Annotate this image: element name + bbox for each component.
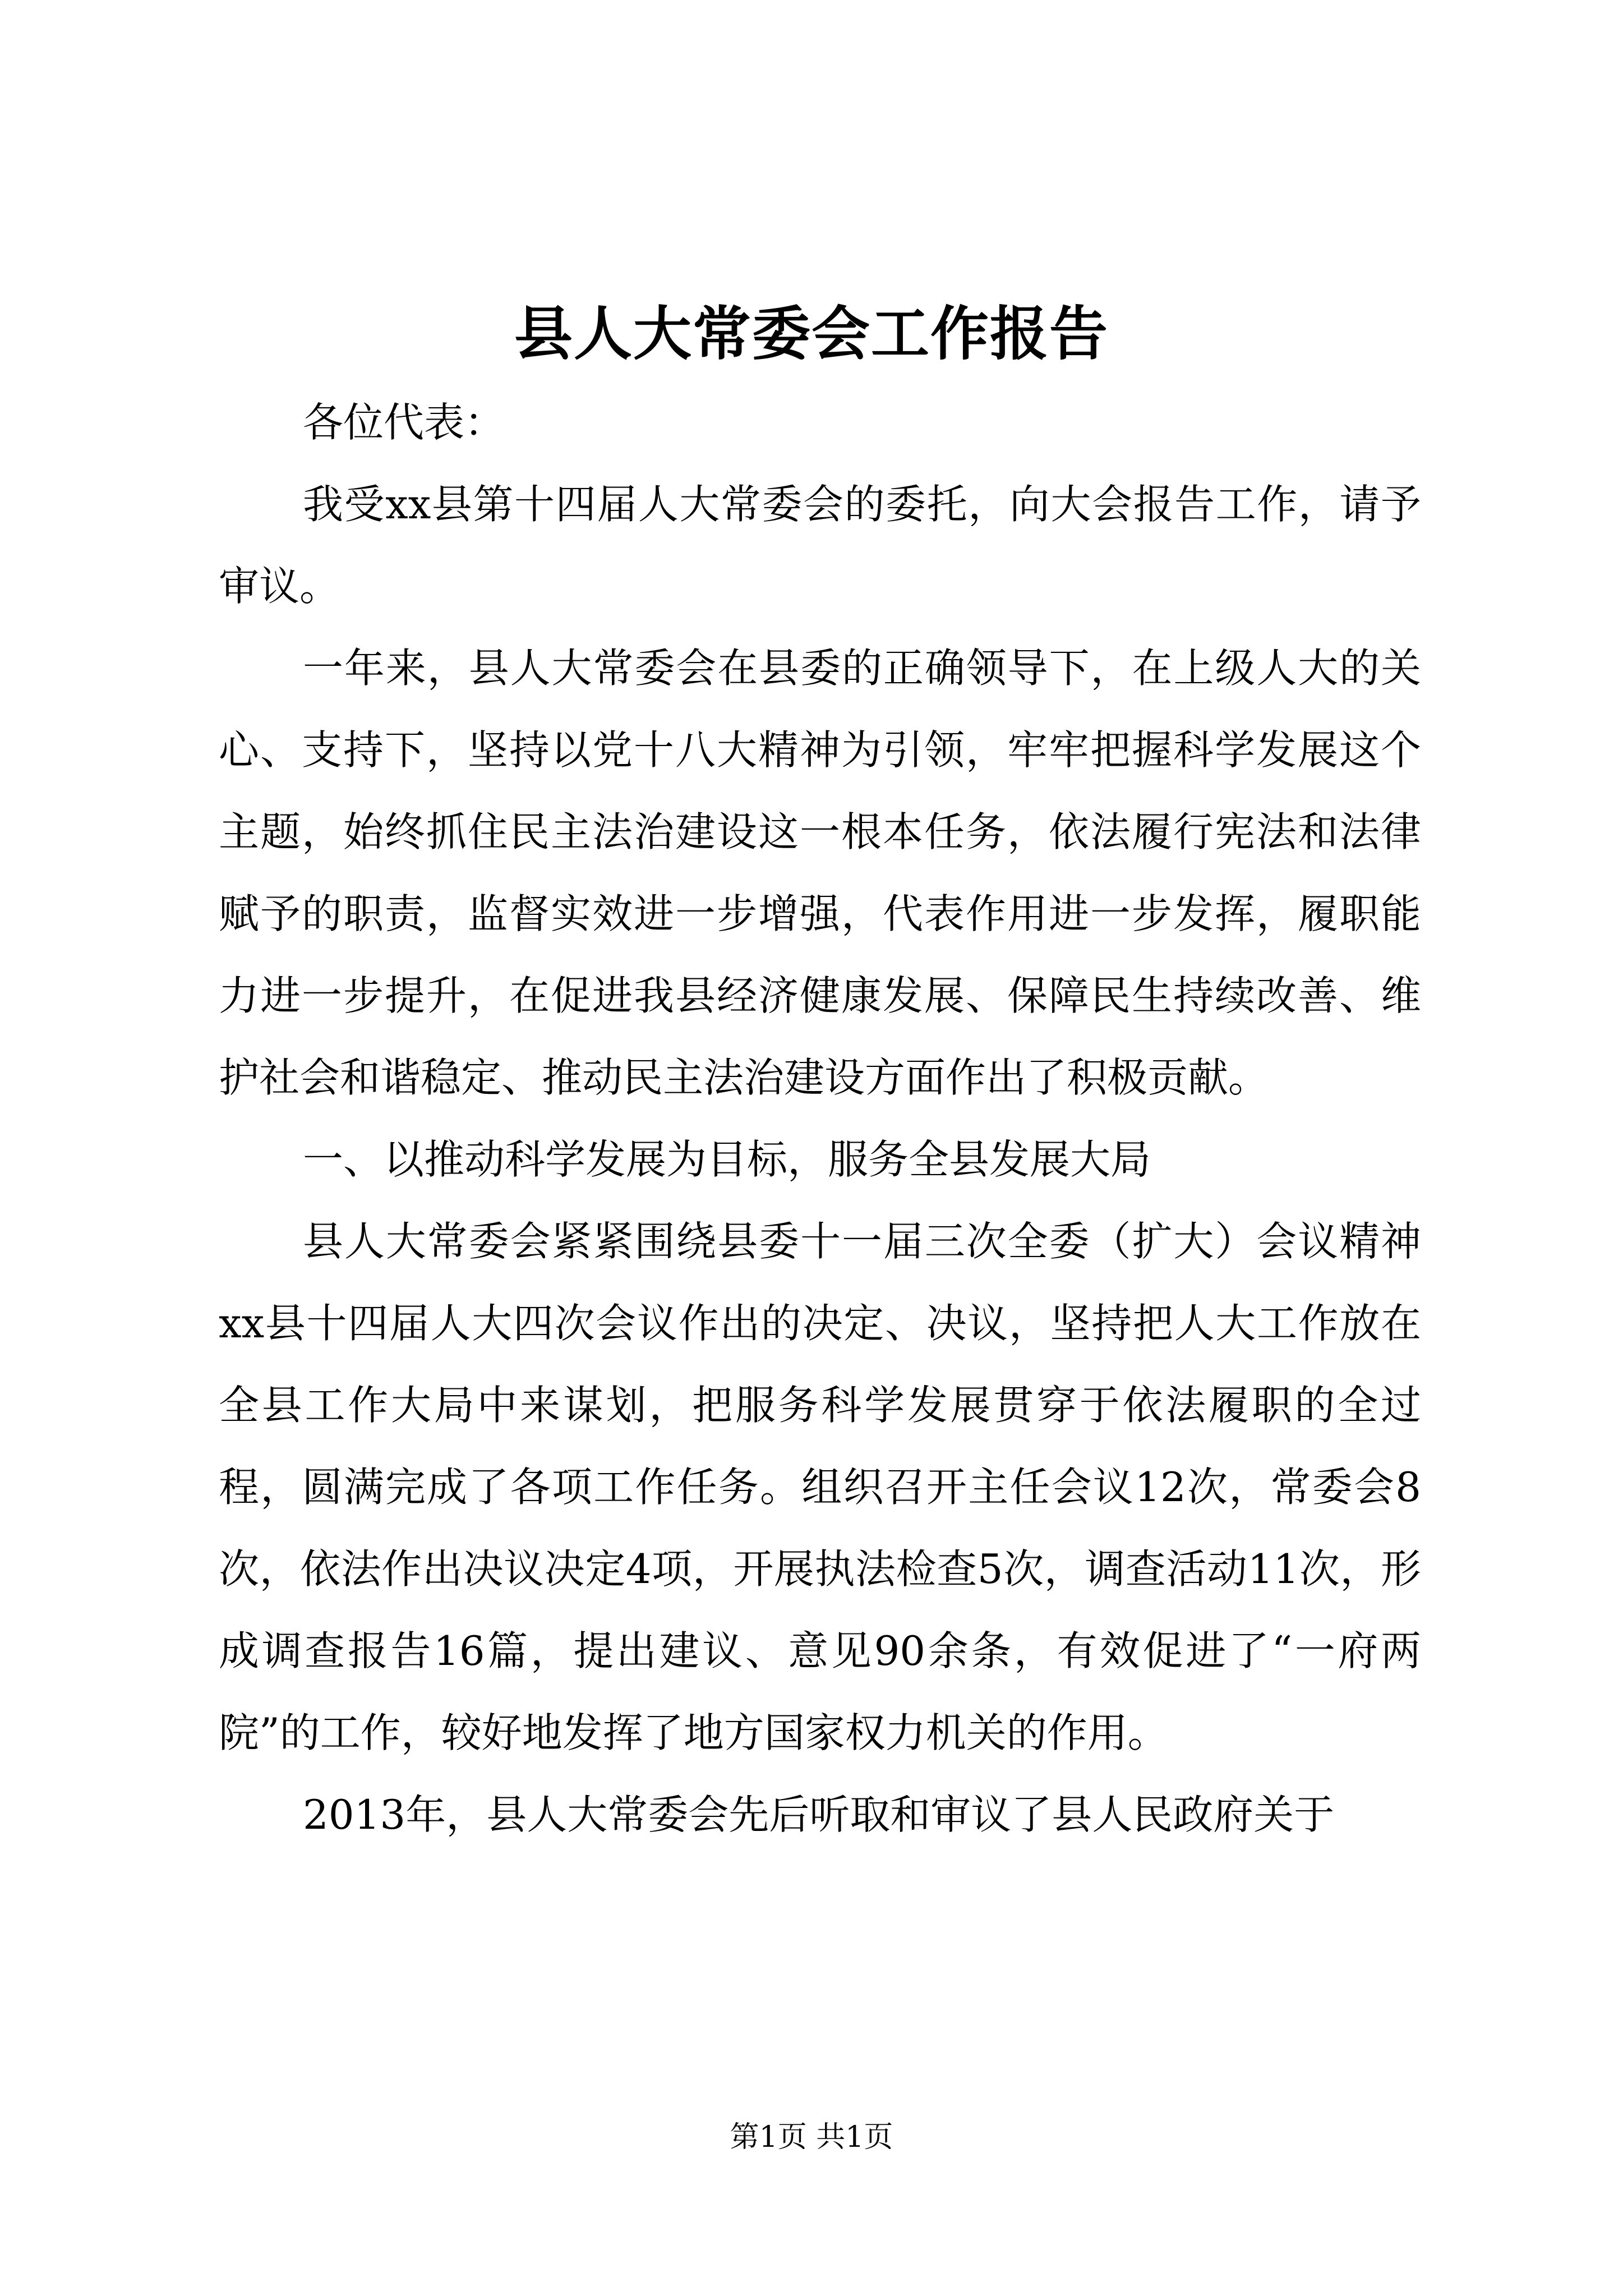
salutation: 各位代表： [303, 399, 505, 446]
page-number-footer: 第1页 共1页 [730, 2120, 893, 2154]
document-body [219, 381, 1421, 1856]
document-title: 县人大常委会工作报告 [514, 299, 1109, 368]
intro-paragraph: 我受xx县第十四届人大常委会的委托，向大会报告工作，请予审议。 [219, 481, 1421, 610]
section-heading-1: 一、以推动科学发展为目标，服务全县发展大局 [303, 1136, 1151, 1183]
year-paragraph: 2013年，县人大常委会先后听取和审议了县人民政府关于 [303, 1791, 1335, 1838]
summary-paragraph: 一年来，县人大常委会在县委的正确领导下，在上级人大的关心、支持下，坚持以党十八大精神为引领，牢牢把握科学发展这个主题，始终抓住民主法治建设这一根本任务，依法履行宪法和法律赋予的职责，监督实效进一步增强，代表作用进一步发挥，履职能力进一步提升，在促进我县经济健康发展、保障民生持续改善、维护社会和谐稳定、推动民主法治建设方面作出了积极贡献。 [219, 645, 1421, 1101]
section-1-paragraph: 县人大常委会紧紧围绕县委十一届三次全委（扩大）会议精神xx县十四届人大四次会议作出的决定、决议，坚持把人大工作放在全县工作大局中来谋划，把服务科学发展贯穿于依法履职的全过程，圆满完成了各项工作任务。组织召开主任会议12次，常委会8次，依法作出决议决定4项，开展执法检查5次，调查活动11次，形成调查报告16篇，提出建议、意见90余条，有效促进了“一府两院”的工作，较好地发挥了地方国家权力机关的作用。 [219, 1218, 1421, 1756]
